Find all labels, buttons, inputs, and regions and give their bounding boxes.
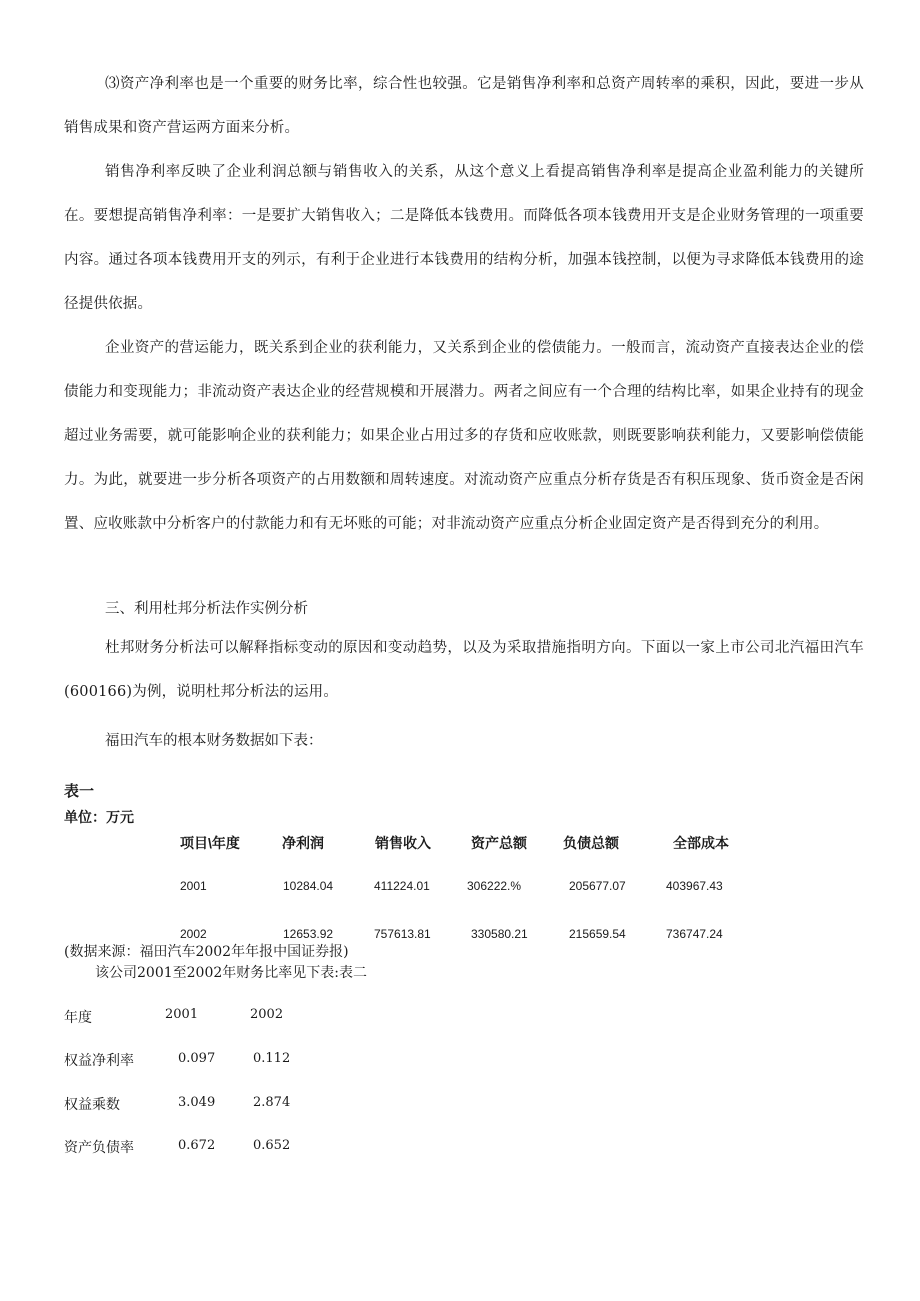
paragraph-asset-net-profit: ⑶资产净利率也是一个重要的财务比率，综合性也较强。它是销售净利率和总资产周转率的乘积，因此，要进一步从销售成果和资产营运两方面来分析。 [64,76,864,136]
table-cell: 3.049 [178,1095,216,1110]
table1-header-sales-revenue: 销售收入 [375,835,431,851]
table-cell: 205677.07 [569,879,626,893]
table-cell: 权益净利率 [64,1053,134,1069]
table1-header-item-year: 项目\年度 [180,835,240,851]
table1-header-total-assets: 资产总额 [471,835,527,851]
table-cell: 736747.24 [666,927,723,941]
table1-header-total-liabilities: 负债总额 [563,835,619,851]
table-cell: 2.874 [253,1095,291,1110]
table-cell: 0.672 [178,1138,216,1153]
table-cell: 12653.92 [283,927,334,941]
table-cell: 权益乘数 [64,1097,120,1113]
table-cell: 306222.% [467,879,522,893]
table1-title: 表一 [64,783,95,800]
paragraph-sales-net-profit: 销售净利率反映了企业利润总额与销售收入的关系，从这个意义上看提高销售净利率是提高企业盈利能力的关键所在。要想提高销售净利率：一是要扩大销售收入；二是降低本钱费用。而降低各项本钱费用开支是企业财务管理的一项重要内容。通过各项本钱费用开支的列示，有利于企业进行本钱费用的结构分析，加强本钱控制，以便为寻求降低本钱费用的途径提供依据。 [64,164,864,312]
paragraph-table-intro: 福田汽车的根本财务数据如下表： [105,733,323,749]
section-heading: 三、利用杜邦分析法作实例分析 [105,601,308,617]
table-cell: 215659.54 [569,927,626,941]
table-cell: 2001 [180,879,207,893]
table-cell: 0.652 [253,1138,291,1153]
table1-unit: 单位：万元 [64,809,134,825]
table1-source-note: (数据来源：福田汽车2002年年报中国证券报) [64,944,349,960]
paragraph-dupont-intro: 杜邦财务分析法可以解释指标变动的原因和变动趋势，以及为采取措施指明方向。下面以一家上市公司北汽福田汽车(600166)为例，说明杜邦分析法的运用。 [64,640,864,700]
table2-header-2001: 2001 [165,1007,199,1022]
table-cell: 757613.81 [374,927,431,941]
table-cell: 10284.04 [283,879,334,893]
table1-header-total-cost: 全部成本 [673,835,729,851]
table2-header-year: 年度 [64,1010,92,1026]
table-cell: 403967.43 [666,879,723,893]
table-cell: 资产负债率 [64,1140,134,1156]
table1-header-net-profit: 净利润 [282,835,324,851]
table-cell: 0.097 [178,1051,216,1066]
table2-intro: 该公司2001至2002年财务比率见下表:表二 [95,965,367,981]
table-cell: 330580.21 [471,927,528,941]
table-cell: 0.112 [253,1051,291,1066]
table-cell: 411224.01 [374,879,430,893]
table2-header-2002: 2002 [250,1007,284,1022]
paragraph-asset-operation: 企业资产的营运能力，既关系到企业的获利能力，又关系到企业的偿债能力。一般而言，流动资产直接表达企业的偿债能力和变现能力；非流动资产表达企业的经营规模和开展潜力。两者之间应有一个合理的结构比率，如果企业持有的现金超过业务需要，就可能影响企业的获利能力；如果企业占用过多的存货和应收账款，则既要影响获利能力，又要影响偿债能力。为此，就要进一步分析各项资产的占用数额和周转速度。对流动资产应重点分析存货是否有积压现象、货币资金是否闲置、应收账款中分析客户的付款能力和有无坏账的可能；对非流动资产应重点分析企业固定资产是否得到充分的利用。 [64,340,864,532]
table-cell: 2002 [180,927,207,941]
